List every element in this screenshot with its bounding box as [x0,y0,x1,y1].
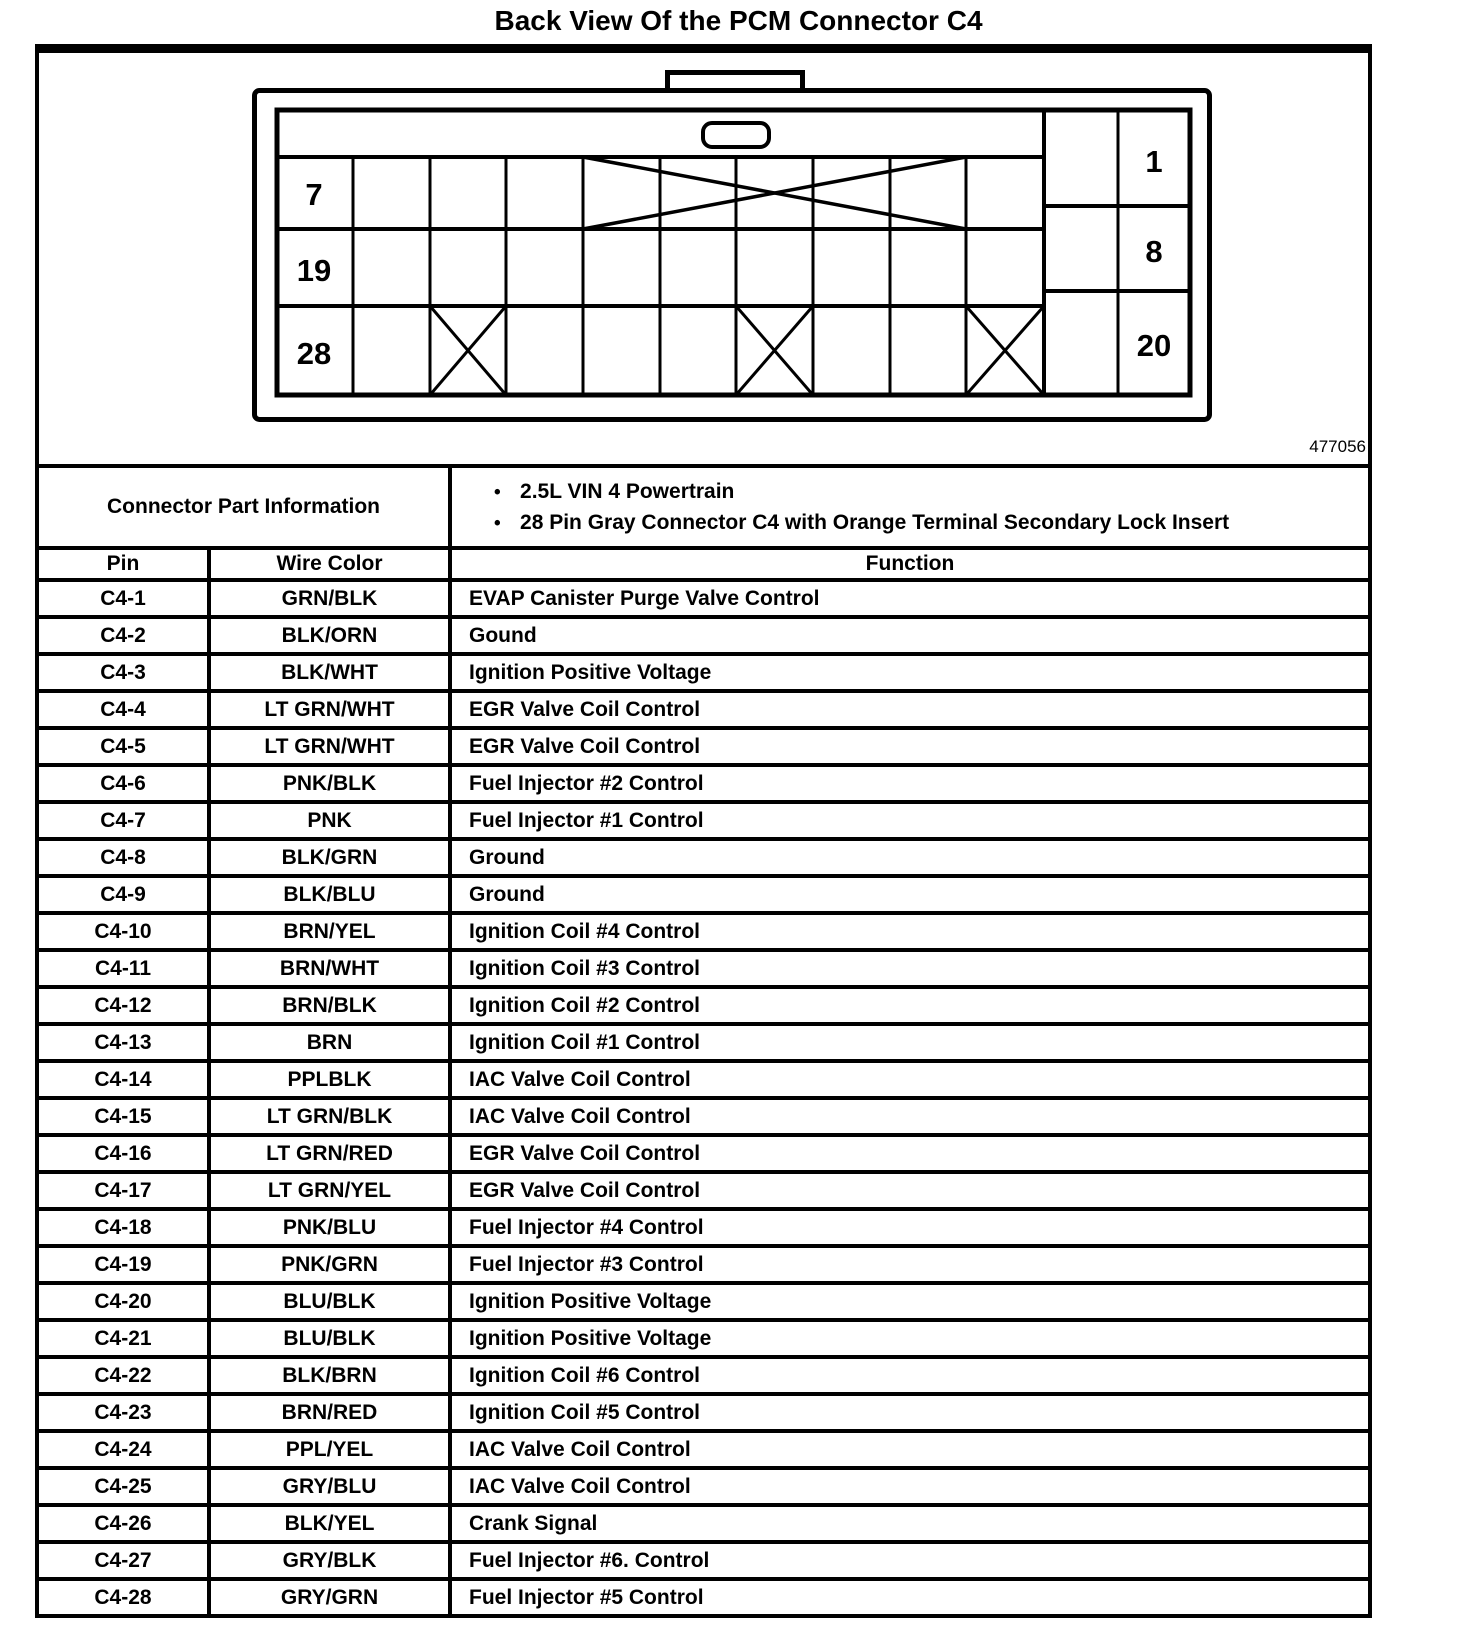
wire-color-cell: BLK/WHT [209,654,450,691]
function-cell: IAC Valve Coil Control [450,1431,1370,1468]
wire-color-cell: BRN/RED [209,1394,450,1431]
pin-cell: C4-19 [37,1246,209,1283]
function-cell: EGR Valve Coil Control [450,1135,1370,1172]
table-row [37,1394,1370,1431]
wire-color-cell: BLK/ORN [209,617,450,654]
pin-cell: C4-27 [37,1542,209,1579]
table-row [37,1283,1370,1320]
pin-cell: C4-17 [37,1172,209,1209]
pin-cell: C4-25 [37,1468,209,1505]
function-cell: IAC Valve Coil Control [450,1098,1370,1135]
table-row [37,950,1370,987]
table-row [37,839,1370,876]
table-row [37,987,1370,1024]
pin-cell: C4-15 [37,1098,209,1135]
connector-housing [255,91,1210,420]
function-cell: Ignition Coil #3 Control [450,950,1370,987]
pin-cell: C4-23 [37,1394,209,1431]
part-info-bullet-line [494,511,1368,535]
wire-color-cell: PNK/GRN [209,1246,450,1283]
function-cell: Fuel Injector #1 Control [450,802,1370,839]
wire-color-cell: BRN/BLK [209,987,450,1024]
pin-cell: C4-2 [37,617,209,654]
table-row [37,1357,1370,1394]
bullet-icon: • [494,512,501,534]
function-cell: Ignition Coil #6 Control [450,1357,1370,1394]
wire-color-cell: LT GRN/BLK [209,1098,450,1135]
table-row [37,691,1370,728]
function-cell: Ignition Positive Voltage [450,654,1370,691]
table-row [37,1320,1370,1357]
pin-cell: C4-9 [37,876,209,913]
pin-cell: C4-24 [37,1431,209,1468]
wire-color-cell: BLU/BLK [209,1320,450,1357]
function-cell: Ignition Positive Voltage [450,1283,1370,1320]
table-row [37,580,1370,617]
table-row [37,1098,1370,1135]
part-info-bullet-text: 28 Pin Gray Connector C4 with Orange Terminal Secondary Lock Insert [520,510,1230,534]
pin-cell: C4-28 [37,1579,209,1616]
function-cell: EGR Valve Coil Control [450,728,1370,765]
table-row [37,654,1370,691]
wire-color-column-header: Wire Color [209,548,450,580]
wire-color-cell: BRN [209,1024,450,1061]
table-row [37,617,1370,654]
wire-color-cell: LT GRN/YEL [209,1172,450,1209]
function-cell: Fuel Injector #4 Control [450,1209,1370,1246]
pin-label-7: 7 [305,177,323,212]
wire-color-cell: BLK/BRN [209,1357,450,1394]
wire-color-cell: BLK/GRN [209,839,450,876]
function-cell: IAC Valve Coil Control [450,1468,1370,1505]
table-header-row [37,548,1370,580]
table-row [37,1431,1370,1468]
table-row [37,1468,1370,1505]
pin-label-28: 28 [296,336,332,371]
table-row [37,1246,1370,1283]
function-cell: Fuel Injector #5 Control [450,1579,1370,1616]
table-row [37,1172,1370,1209]
connector-tab [668,73,803,91]
wire-color-cell: PPLBLK [209,1061,450,1098]
connector-diagram [0,0,1472,464]
table-row [37,802,1370,839]
pinout-table-body [37,466,1370,1616]
bullet-icon: • [494,481,501,503]
wire-color-cell: GRN/BLK [209,580,450,617]
pin-column-header: Pin [37,548,209,580]
table-row [37,1024,1370,1061]
function-cell: Ignition Coil #5 Control [450,1394,1370,1431]
function-cell: Ignition Coil #4 Control [450,913,1370,950]
table-row [37,1135,1370,1172]
wire-color-cell: PNK/BLU [209,1209,450,1246]
part-info-row [37,466,1370,548]
function-cell: Ignition Coil #1 Control [450,1024,1370,1061]
table-row [37,1542,1370,1579]
figure-title: Back View Of the PCM Connector C4 [494,5,983,36]
function-cell: EGR Valve Coil Control [450,691,1370,728]
pin-cell: C4-3 [37,654,209,691]
function-cell: Gound [450,617,1370,654]
wire-color-cell: LT GRN/WHT [209,728,450,765]
figure-border-left [35,44,39,464]
pin-grid-outline [277,110,1190,395]
function-cell: Fuel Injector #2 Control [450,765,1370,802]
pin-cell: C4-11 [37,950,209,987]
figure-border-top [35,44,1372,53]
wire-color-cell: BLK/BLU [209,876,450,913]
function-cell: EVAP Canister Purge Valve Control [450,580,1370,617]
pin-cell: C4-20 [37,1283,209,1320]
keyway-slot [703,123,769,147]
wire-color-cell: LT GRN/WHT [209,691,450,728]
function-cell: Fuel Injector #6. Control [450,1542,1370,1579]
table-row [37,765,1370,802]
grid-column-lines [353,157,966,395]
wire-color-cell: LT GRN/RED [209,1135,450,1172]
function-cell: Ignition Coil #2 Control [450,987,1370,1024]
pinout-table [35,464,1372,1618]
wire-color-cell: BLU/BLK [209,1283,450,1320]
wire-color-cell: BRN/WHT [209,950,450,987]
wire-color-cell: PNK [209,802,450,839]
pin-cell: C4-16 [37,1135,209,1172]
function-cell: Fuel Injector #3 Control [450,1246,1370,1283]
pin-label-19: 19 [296,253,332,288]
figure-number: 477056 [1309,437,1366,456]
function-column-header: Function [450,548,1370,580]
pin-cell: C4-21 [37,1320,209,1357]
table-row [37,1061,1370,1098]
pin-cell: C4-13 [37,1024,209,1061]
pin-cell: C4-4 [37,691,209,728]
part-info-bullet-line [494,480,1368,504]
table-row [37,913,1370,950]
table-row [37,1505,1370,1542]
pin-cell: C4-22 [37,1357,209,1394]
function-cell: Ground [450,876,1370,913]
table-row [37,876,1370,913]
part-info-bullet-text: 2.5L VIN 4 Powertrain [520,479,735,503]
pin-cell: C4-1 [37,580,209,617]
figure-border-right [1368,44,1372,464]
pin-cell: C4-6 [37,765,209,802]
function-cell: Ignition Positive Voltage [450,1320,1370,1357]
pin-label-8: 8 [1145,234,1163,269]
wire-color-cell: PNK/BLK [209,765,450,802]
table-row [37,1209,1370,1246]
pin-cell: C4-14 [37,1061,209,1098]
pin-cell: C4-18 [37,1209,209,1246]
table-row [37,728,1370,765]
part-info-details [450,466,1370,548]
wire-color-cell: GRY/GRN [209,1579,450,1616]
pin-label-20: 20 [1136,328,1172,363]
pin-label-1: 1 [1145,144,1163,179]
function-cell: IAC Valve Coil Control [450,1061,1370,1098]
wire-color-cell: PPL/YEL [209,1431,450,1468]
table-row [37,1579,1370,1616]
pin-cell: C4-5 [37,728,209,765]
blocked-cells-x [583,157,966,229]
function-cell: Ground [450,839,1370,876]
wire-color-cell: GRY/BLK [209,1542,450,1579]
pin-cell: C4-7 [37,802,209,839]
wire-color-cell: BRN/YEL [209,913,450,950]
pin-cell: C4-26 [37,1505,209,1542]
wire-color-cell: GRY/BLU [209,1468,450,1505]
function-cell: Crank Signal [450,1505,1370,1542]
pin-cell: C4-10 [37,913,209,950]
pin-cell: C4-12 [37,987,209,1024]
wire-color-cell: BLK/YEL [209,1505,450,1542]
pin-cell: C4-8 [37,839,209,876]
function-cell: EGR Valve Coil Control [450,1172,1370,1209]
part-info-label: Connector Part Information [37,466,450,548]
